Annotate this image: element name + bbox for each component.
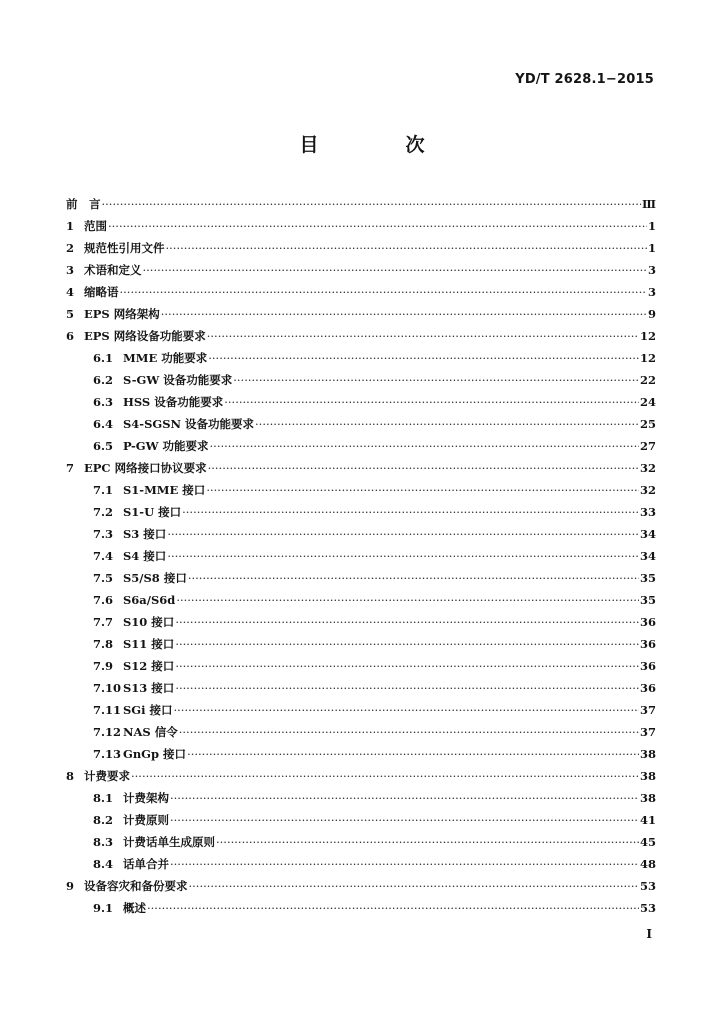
toc-entry-title: S10 接口 (123, 615, 175, 629)
dot-leader (161, 303, 647, 325)
toc-entry[interactable] (66, 523, 656, 545)
dot-leader (208, 347, 639, 369)
toc-entry-number: 7.11 (93, 703, 122, 717)
toc-entry[interactable] (66, 721, 656, 743)
toc-entry-page: 34 (639, 549, 656, 563)
toc-entry-title: 规范性引用文件 (84, 241, 165, 255)
dot-leader (207, 325, 639, 347)
toc-entry-page: 12 (639, 329, 656, 343)
dot-leader (224, 391, 639, 413)
toc-entry-number: 7.12 (93, 725, 122, 739)
toc-entry[interactable] (66, 193, 656, 215)
dot-leader (170, 809, 639, 831)
toc-entry-number: 7 (66, 461, 75, 475)
page-title: 目 次 (299, 134, 459, 156)
toc-entry-page: 38 (639, 769, 656, 783)
toc-entry-number: 7.2 (93, 505, 114, 519)
toc-entry-page: 37 (639, 703, 656, 717)
toc-entry-title: 计费原则 (123, 813, 169, 827)
dot-leader (131, 765, 639, 787)
toc-entry-page: 25 (639, 417, 656, 431)
toc-entry-title: 概述 (123, 901, 146, 915)
toc-entry-title: 范围 (84, 219, 107, 233)
toc-entry[interactable] (66, 831, 656, 853)
toc-entry-number: 1 (66, 219, 75, 233)
toc-entry-page: 9 (647, 307, 656, 321)
dot-leader (182, 501, 639, 523)
dot-leader (175, 633, 639, 655)
dot-leader (255, 413, 639, 435)
toc-entry-page: 48 (639, 857, 656, 871)
dot-leader (170, 853, 639, 875)
toc-entry-title: 话单合并 (123, 857, 169, 871)
toc-entry-title: S12 接口 (123, 659, 175, 673)
toc-entry-number: 7.6 (93, 593, 114, 607)
toc-entry-title: S-GW 设备功能要求 (123, 373, 233, 387)
toc-entry-number: 5 (66, 307, 75, 321)
toc-entry-title: S11 接口 (123, 637, 175, 651)
dot-leader (208, 457, 639, 479)
toc-entry-page: 34 (639, 527, 656, 541)
toc-entry-number: 7.10 (93, 681, 122, 695)
toc-entry[interactable] (66, 303, 656, 325)
toc-entry[interactable] (66, 699, 656, 721)
toc-entry-page: 35 (639, 571, 656, 585)
toc-entry-number: 6.2 (93, 373, 114, 387)
toc-entry-page: 53 (639, 901, 656, 915)
toc-entry-page: 36 (639, 681, 656, 695)
toc-entry-number: 4 (66, 285, 75, 299)
toc-entry-title: 术语和定义 (84, 263, 142, 277)
toc-entry[interactable] (66, 281, 656, 303)
dot-leader (176, 589, 639, 611)
toc-entry[interactable] (66, 347, 656, 369)
toc-entry-number: 7.3 (93, 527, 114, 541)
dot-leader (233, 369, 639, 391)
dot-leader (189, 875, 639, 897)
toc-entry[interactable] (66, 611, 656, 633)
toc-entry-page: Ⅲ (641, 197, 656, 211)
toc-entry-title: 缩略语 (84, 285, 119, 299)
toc-entry-title: MME 功能要求 (123, 351, 208, 365)
toc-entry-page: 3 (647, 285, 656, 299)
toc-entry-title: 计费话单生成原则 (123, 835, 215, 849)
toc-entry-title: S3 接口 (123, 527, 167, 541)
toc-entry-title: GnGp 接口 (123, 747, 187, 761)
toc-entry-title: S6a/S6d (123, 593, 176, 607)
toc-entry-title: 前 言 (66, 197, 101, 211)
dot-leader (216, 831, 639, 853)
toc-entry-number: 8.4 (93, 857, 114, 871)
toc-entry-title: S4-SGSN 设备功能要求 (123, 417, 255, 431)
dot-leader (179, 721, 639, 743)
toc-entry-number: 3 (66, 263, 75, 277)
table-of-contents (66, 193, 656, 919)
toc-entry-page: 38 (639, 747, 656, 761)
toc-entry-title: SGi 接口 (123, 703, 173, 717)
toc-entry[interactable] (66, 259, 656, 281)
dot-leader (206, 479, 639, 501)
toc-entry-title: S5/S8 接口 (123, 571, 187, 585)
toc-entry-number: 7.1 (93, 483, 114, 497)
toc-entry-title: EPS 网络架构 (84, 307, 160, 321)
toc-entry-number: 7.8 (93, 637, 114, 651)
toc-entry-title: 计费要求 (84, 769, 130, 783)
toc-entry-title: S1-MME 接口 (123, 483, 206, 497)
toc-entry-title: 计费架构 (123, 791, 169, 805)
toc-entry-page: 1 (647, 241, 656, 255)
toc-entry[interactable] (66, 369, 656, 391)
dot-leader (166, 237, 647, 259)
toc-entry-title: S4 接口 (123, 549, 167, 563)
toc-entry-page: 1 (647, 219, 656, 233)
dot-leader (108, 215, 647, 237)
dot-leader (120, 281, 647, 303)
toc-entry-page: 35 (639, 593, 656, 607)
toc-entry[interactable] (66, 589, 656, 611)
toc-entry[interactable] (66, 875, 656, 897)
toc-entry[interactable] (66, 787, 656, 809)
toc-entry[interactable] (66, 765, 656, 787)
dot-leader (102, 193, 641, 215)
dot-leader (210, 435, 639, 457)
toc-entry[interactable] (66, 457, 656, 479)
toc-entry[interactable] (66, 479, 656, 501)
toc-entry-number: 8.2 (93, 813, 114, 827)
toc-entry-number: 6 (66, 329, 75, 343)
dot-leader (175, 677, 639, 699)
toc-entry-page: 12 (639, 351, 656, 365)
toc-entry-page: 36 (639, 637, 656, 651)
toc-entry-number: 7.9 (93, 659, 114, 673)
toc-entry-number: 7.5 (93, 571, 114, 585)
toc-entry-page: 38 (639, 791, 656, 805)
dot-leader (174, 699, 639, 721)
toc-entry-title: EPC 网络接口协议要求 (84, 461, 207, 475)
toc-entry-title: EPS 网络设备功能要求 (84, 329, 206, 343)
toc-entry[interactable] (66, 501, 656, 523)
toc-entry-title: 设备容灾和备份要求 (84, 879, 188, 893)
dot-leader (147, 897, 639, 919)
dot-leader (187, 743, 639, 765)
toc-entry-title: S1-U 接口 (123, 505, 182, 519)
dot-leader (175, 655, 639, 677)
toc-entry-page: 41 (639, 813, 656, 827)
toc-entry-page: 36 (639, 615, 656, 629)
toc-entry-number: 2 (66, 241, 75, 255)
toc-entry-number: 7.4 (93, 549, 114, 563)
toc-entry-page: 45 (639, 835, 656, 849)
document-code: YD/T 2628.1−2015 (515, 72, 654, 87)
toc-entry-page: 53 (639, 879, 656, 893)
toc-entry-title: P-GW 功能要求 (123, 439, 209, 453)
toc-entry-title: NAS 信令 (123, 725, 178, 739)
dot-leader (175, 611, 639, 633)
toc-entry[interactable] (66, 545, 656, 567)
toc-entry-page: 3 (647, 263, 656, 277)
dot-leader (167, 523, 639, 545)
toc-entry-number: 8.1 (93, 791, 114, 805)
toc-entry[interactable] (66, 413, 656, 435)
toc-entry[interactable] (66, 897, 656, 919)
toc-entry-page: 32 (639, 483, 656, 497)
toc-entry-number: 9.1 (93, 901, 114, 915)
toc-entry-page: 37 (639, 725, 656, 739)
toc-entry-number: 6.5 (93, 439, 114, 453)
toc-entry[interactable] (66, 215, 656, 237)
toc-entry[interactable] (66, 853, 656, 875)
toc-entry-page: 27 (639, 439, 656, 453)
dot-leader (167, 545, 639, 567)
toc-entry-page: 33 (639, 505, 656, 519)
toc-entry-page: 32 (639, 461, 656, 475)
dot-leader (143, 259, 647, 281)
toc-entry-number: 8.3 (93, 835, 114, 849)
toc-entry[interactable] (66, 391, 656, 413)
toc-entry-page: 22 (639, 373, 656, 387)
toc-entry-title: S13 接口 (123, 681, 175, 695)
dot-leader (188, 567, 639, 589)
toc-entry[interactable] (66, 237, 656, 259)
toc-entry-title: HSS 设备功能要求 (123, 395, 224, 409)
toc-entry[interactable] (66, 633, 656, 655)
toc-entry-page: 24 (639, 395, 656, 409)
toc-entry-number: 6.1 (93, 351, 114, 365)
toc-entry-number: 6.3 (93, 395, 114, 409)
toc-entry[interactable] (66, 809, 656, 831)
toc-entry[interactable] (66, 435, 656, 457)
toc-entry-number: 8 (66, 769, 75, 783)
toc-entry[interactable] (66, 567, 656, 589)
toc-entry-number: 6.4 (93, 417, 114, 431)
toc-entry[interactable] (66, 655, 656, 677)
footer-page-number: I (646, 927, 652, 941)
dot-leader (170, 787, 639, 809)
toc-entry-number: 7.7 (93, 615, 114, 629)
toc-entry-number: 9 (66, 879, 75, 893)
toc-entry-page: 36 (639, 659, 656, 673)
toc-entry[interactable] (66, 325, 656, 347)
toc-entry-number: 7.13 (93, 747, 122, 761)
toc-entry[interactable] (66, 743, 656, 765)
toc-entry[interactable] (66, 677, 656, 699)
